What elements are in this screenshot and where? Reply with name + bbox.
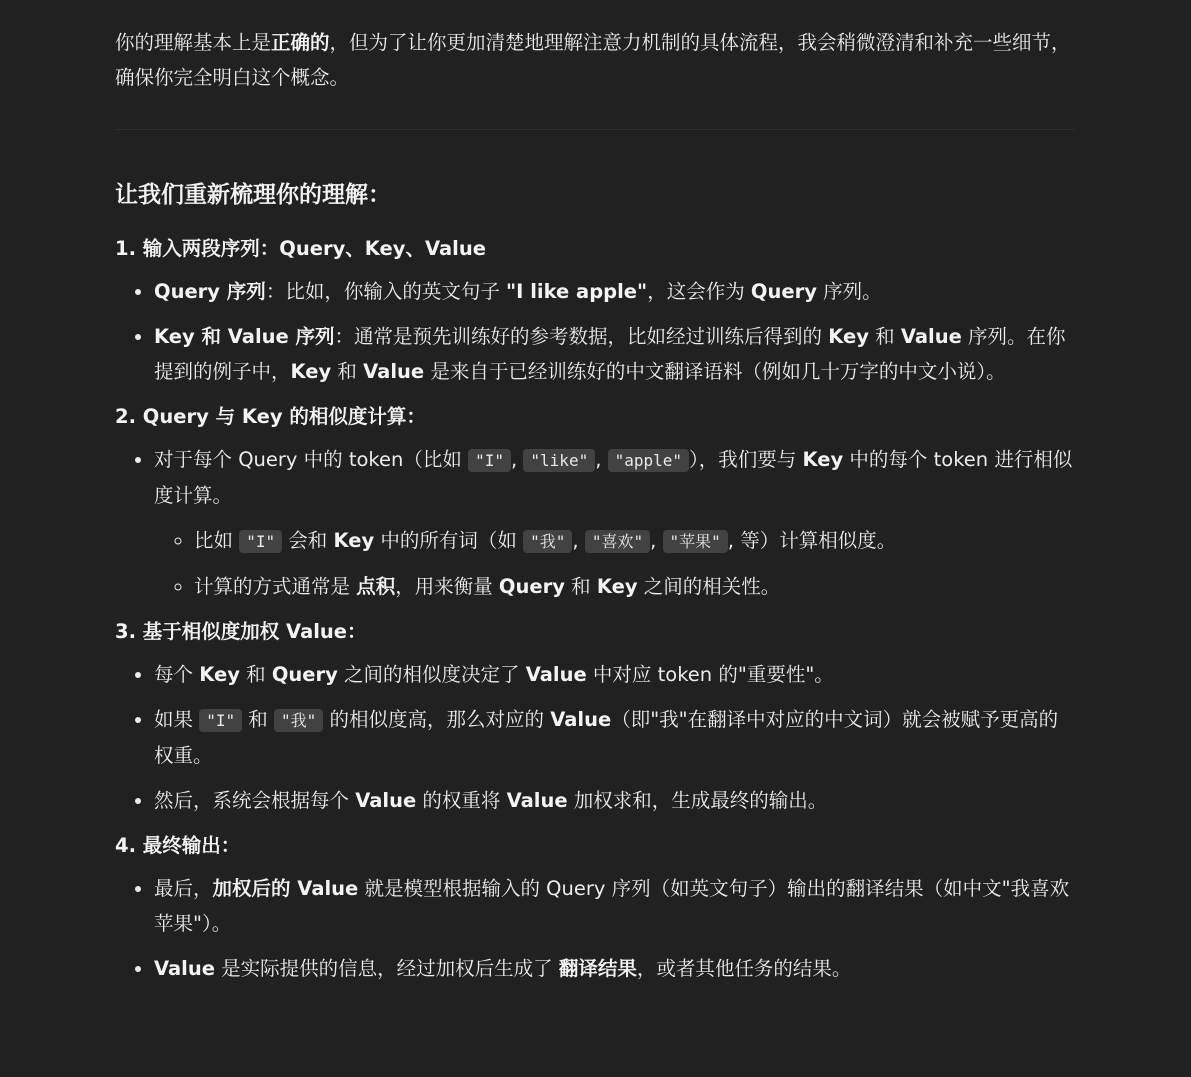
- list-item: [154, 442, 1075, 604]
- text: , 等）计算相似度。: [727, 529, 897, 552]
- step1-heading: 1. 输入两段序列：Query、Key、Value: [115, 237, 486, 260]
- bold-term: Key 和 Value 序列: [154, 325, 335, 348]
- text: 中的每个 token 进行相似度计算。: [154, 448, 1073, 507]
- text: ,: [595, 448, 608, 471]
- text: 加权求和，生成最终的输出。: [567, 789, 828, 812]
- chat-message-content: [115, 25, 1075, 996]
- intro-paragraph: [115, 25, 1075, 95]
- text: ,: [572, 529, 585, 552]
- text: 然后，系统会根据每个: [154, 789, 356, 812]
- bold-term: 点积: [356, 575, 396, 598]
- list-item: [194, 569, 1075, 604]
- step2-heading: 2. Query 与 Key 的相似度计算：: [115, 405, 426, 428]
- inline-code: "I": [468, 449, 511, 472]
- inline-code: "I": [199, 709, 242, 732]
- text: 的权重将: [416, 789, 507, 812]
- bold-term: Value: [525, 663, 587, 686]
- inline-code: "like": [523, 449, 595, 472]
- text: 和: [331, 360, 364, 383]
- text: ,: [511, 448, 524, 471]
- text: ：比如，你输入的英文句子: [265, 280, 507, 303]
- intro-text-rest: ，但为了让你更加清楚地理解注意力机制的具体流程，我会稍微澄清和补充一些细节，确保你完全明白这个概念。: [115, 31, 1071, 89]
- step2-list: [115, 442, 1075, 604]
- text: 就是模型根据输入的 Query 序列（如英文句子）输出的翻译结果（如中文"我喜欢苹果"）。: [154, 877, 1070, 935]
- text: 是来自于已经训练好的中文翻译语料（例如几十万字的中文小说）。: [424, 360, 1006, 383]
- text: ），我们要与: [689, 448, 803, 471]
- list-item: [154, 657, 1075, 692]
- inline-code: "I": [239, 530, 282, 553]
- list-item: [154, 702, 1075, 773]
- bold-term: Value: [154, 957, 215, 980]
- text: ：通常是预先训练好的参考数据，比如经过训练后得到的: [334, 325, 829, 348]
- text: 每个: [154, 663, 200, 686]
- step4-list: [115, 871, 1075, 986]
- text: 之间的相似度决定了: [337, 663, 526, 686]
- list-item: [194, 523, 1075, 559]
- text: 序列。在你提到的例子中，: [154, 325, 1066, 383]
- text: ，这会作为: [647, 280, 751, 303]
- bold-term: Key: [802, 448, 844, 471]
- bold-term: Value: [355, 789, 417, 812]
- text: 计算的方式通常是: [194, 575, 357, 598]
- bold-term: Key: [596, 575, 638, 598]
- text: 中对应 token 的"重要性"。: [586, 663, 834, 686]
- bold-term: Key: [333, 529, 375, 552]
- bold-term: Query: [750, 280, 817, 303]
- inline-code: "苹果": [663, 530, 728, 553]
- inline-code: "喜欢": [585, 530, 650, 553]
- bold-term: Query 序列: [154, 280, 266, 303]
- text: 之间的相关性。: [637, 575, 781, 598]
- bold-term: Value: [900, 325, 962, 348]
- bold-example: "I like apple": [506, 280, 648, 303]
- text: 对于每个 Query 中的 token（比如: [154, 448, 469, 471]
- step3-heading: 3. 基于相似度加权 Value：: [115, 620, 367, 643]
- text: 和: [239, 663, 272, 686]
- inline-code: "apple": [608, 449, 689, 472]
- text: ，或者其他任务的结果。: [636, 957, 852, 980]
- step4-heading: 4. 最终输出：: [115, 834, 241, 857]
- text: 是实际提供的信息，经过加权后生成了: [214, 957, 559, 980]
- text: 中的所有词（如: [374, 529, 524, 552]
- bold-term: Query: [271, 663, 338, 686]
- inline-code: "我": [523, 530, 572, 553]
- text: 最后，: [154, 877, 213, 900]
- text: ,: [650, 529, 663, 552]
- text: 如果: [154, 708, 200, 731]
- text: ，用来衡量: [395, 575, 499, 598]
- step1-list: [115, 274, 1075, 389]
- section-heading: 让我们重新梳理你的理解：: [115, 182, 391, 208]
- text: 的相似度高，那么对应的: [323, 708, 551, 731]
- step3-list: [115, 657, 1075, 818]
- bold-term: 加权后的 Value: [212, 877, 359, 900]
- bold-term: Value: [550, 708, 612, 731]
- list-item: [154, 319, 1075, 389]
- bold-term: Key: [828, 325, 869, 348]
- intro-text: 你的理解基本上是: [115, 31, 272, 54]
- text: 比如: [194, 529, 240, 552]
- bold-term: Value: [363, 360, 425, 383]
- section-divider: [115, 129, 1075, 130]
- list-item: [154, 274, 1075, 309]
- list-item: [154, 951, 1075, 986]
- bold-term: Key: [199, 663, 240, 686]
- text: 和: [242, 708, 275, 731]
- text: 和: [868, 325, 901, 348]
- list-item: [154, 871, 1075, 941]
- bold-term: Query: [498, 575, 565, 598]
- bold-term: Key: [290, 360, 332, 383]
- text: （即"我"在翻译中对应的中文词）就会被赋予更高的权重。: [154, 708, 1059, 767]
- intro-bold-text: 正确的: [271, 31, 330, 54]
- text: 序列。: [816, 280, 882, 303]
- inline-code: "我": [274, 709, 323, 732]
- text: 和: [564, 575, 597, 598]
- step2-sub-list: [154, 523, 1075, 604]
- bold-term: Value: [506, 789, 568, 812]
- bold-term: 翻译结果: [558, 957, 637, 980]
- list-item: [154, 783, 1075, 818]
- text: 会和: [282, 529, 334, 552]
